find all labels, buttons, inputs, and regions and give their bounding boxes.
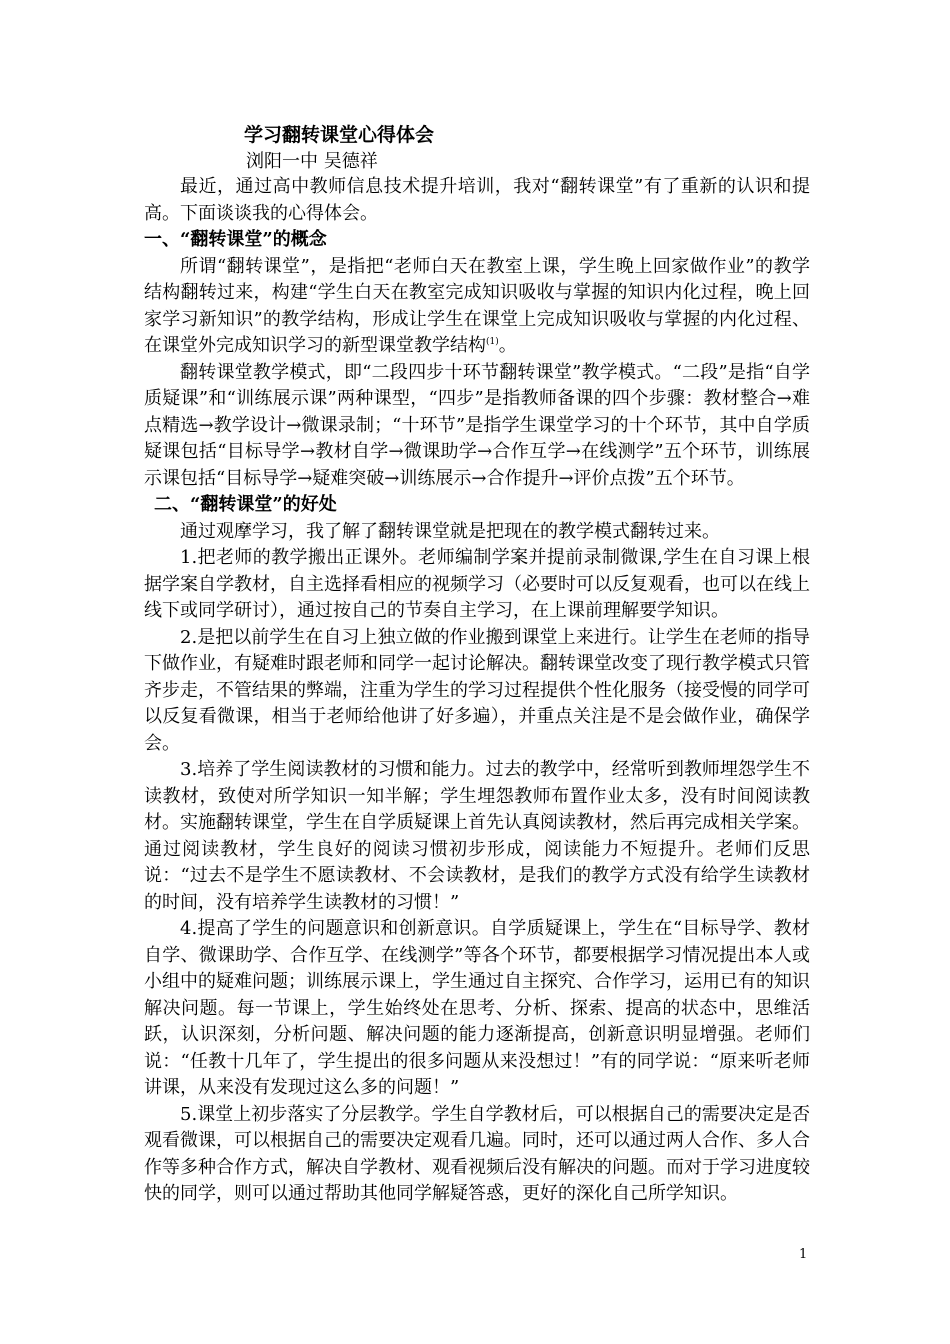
section-2-heading: 二、“翻转课堂”的好处 [154,494,337,515]
section-1-paragraph-1-text: 所谓“翻转课堂”，是指把“老师白天在教室上课，学生晚上回家做作业”的教学结构翻转过来，构建“学生白天在教室完成知识吸收与掌握的知识内化过程，晚上回家学习新知识”的教学结构，形成让学生在课堂上完成知识吸收与掌握的内化过程、在课堂外完成知识学习的新型课堂教学结构 [144,255,810,356]
intro-paragraph: 最近，通过高中教师信息技术提升培训，我对“翻转课堂”有了重新的认识和提高。下面谈谈我的心得体会。 [144,176,810,224]
section-2-intro: 通过观摩学习，我了解了翻转课堂就是把现在的教学模式翻转过来。 [180,520,720,542]
section-2-item-5: 5.课堂上初步落实了分层教学。学生自学教材后，可以根据自己的需要决定是否观看微课，可以根据自己的需要决定观看几遍。同时，还可以通过两人合作、多人合作等多种合作方式，解决自学教材、观看视频后没有解决的问题。而对于学习进度较快的同学，则可以通过帮助其他同学解疑答惑，更好的深化自己所学知识。 [144,1103,810,1204]
section-1-paragraph-1 [144,254,810,360]
section-2-item-2: 2.是把以前学生在自习上独立做的作业搬到课堂上来进行。让学生在老师的指导下做作业，有疑难时跟老师和同学一起讨论解决。翻转课堂改变了现行教学模式只管齐步走，不管结果的弊端，注重为学生的学习过程提供个性化服务（接受慢的同学可以反复看微课，相当于老师给他讲了好多遍），并重点关注是不是会做作业，确保学会。 [144,626,810,754]
footnote-reference: (1) [486,337,499,347]
page-number: 1 [799,1247,808,1262]
section-1-paragraph-1-end: 。 [498,335,517,356]
section-2-item-3: 3.培养了学生阅读教材的习惯和能力。过去的教学中，经常听到教师埋怨学生不读教材，致使对所学知识一知半解；学生埋怨教师布置作业太多，没有时间阅读教材。实施翻转课堂，学生在自学质疑课上首先认真阅读教材，然后再完成相关学案。通过阅读教材，学生良好的阅读习惯初步形成，阅读能力不短提升。老师们反思说：“过去不是学生不愿读教材、不会读教材，是我们的教学方式没有给学生读教材的时间，没有培养学生读教材的习惯！” [144,759,810,913]
section-2-item-1: 1.把老师的教学搬出正课外。老师编制学案并提前录制微课,学生在自习课上根据学案自学教材，自主选择看相应的视频学习（必要时可以反复观看，也可以在线上线下或同学研讨），通过按自己的节奏自主学习，在上课前理解要学知识。 [144,547,810,621]
document-page [144,120,810,1208]
section-2-item-4: 4.提高了学生的问题意识和创新意识。自学质疑课上，学生在“目标导学、教材自学、微课助学、合作互学、在线测学”等各个环节，都要根据学习情况提出本人或小组中的疑难问题；训练展示课上，学生通过自主探究、合作学习，运用已有的知识解决问题。每一节课上，学生始终处在思考、分析、探索、提高的状态中，思维活跃，认识深刻，分析问题、解决问题的能力逐渐提高，创新意识明显增强。老师们说：“任教十几年了，学生提出的很多问题从来没想过！”有的同学说：“原来听老师讲课，从来没有发现过这么多的问题！” [144,918,810,1098]
document-author: 浏阳一中 吴德祥 [246,151,378,172]
document-title: 学习翻转课堂心得体会 [244,124,435,146]
section-1-paragraph-2: 翻转课堂教学模式，即“二段四步十环节翻转课堂”教学模式。“二段”是指“自学质疑课”和“训练展示课”两种课型，“四步”是指教师备课的四个步骤：教材整合→难点精选→教学设计→微课录制；“十环节”是指学生课堂学习的十个环节，其中自学质疑课包括“目标导学→教材自学→微课助学→合作互学→在线测学”五个环节，训练展示课包括“目标导学→疑难突破→训练展示→合作提升→评价点拨”五个环节。 [144,361,810,489]
section-1-heading: 一、“翻转课堂”的概念 [144,229,327,250]
